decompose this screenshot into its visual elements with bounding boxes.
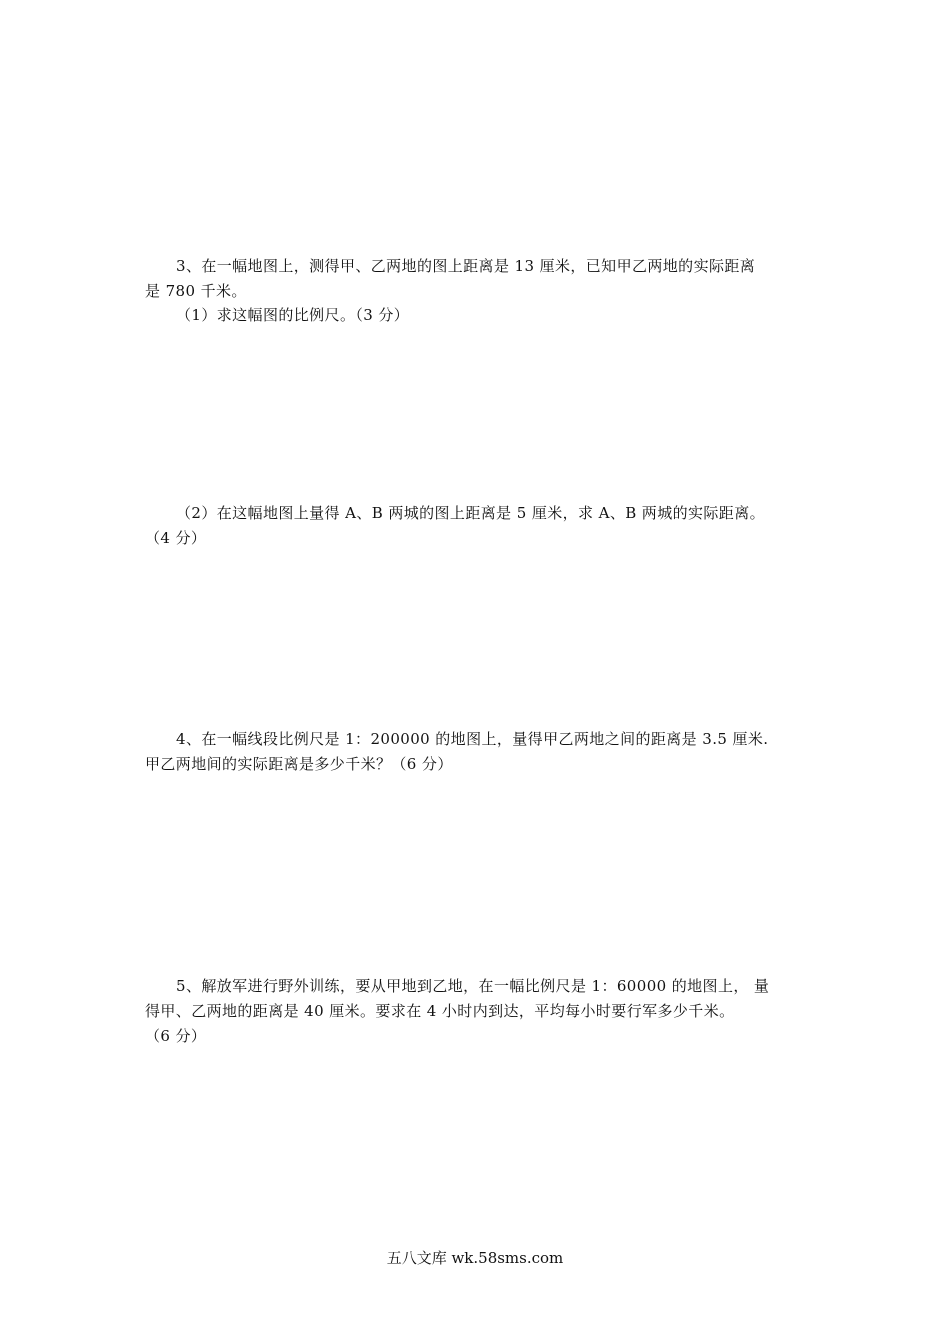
q4-line-2: 甲乙两地间的实际距离是多少千米？（6 分） xyxy=(145,755,453,773)
q5-line-2: 得甲、乙两地的距离是 40 厘米。要求在 4 小时内到达，平均每小时要行军多少千米。 xyxy=(145,1002,735,1020)
q3-sub2-line-1: （2）在这幅地图上量得 A、B 两城的图上距离是 5 厘米，求 A、B 两城的实际距离。 xyxy=(176,504,766,522)
q3-line-1: 3、在一幅地图上，测得甲、乙两地的图上距离是 13 厘米，已知甲乙两地的实际距离 xyxy=(176,257,756,275)
q3-line-2: 是 780 千米。 xyxy=(145,282,247,300)
footer-watermark: 五八文库 wk.58sms.com xyxy=(386,1249,564,1267)
q3-sub2-line-2: （4 分） xyxy=(145,529,207,547)
q4-line-1: 4、在一幅线段比例尺是 1：200000 的地图上，量得甲乙两地之间的距离是 3.5 厘米. xyxy=(176,730,769,748)
q5-line-1: 5、解放军进行野外训练，要从甲地到乙地，在一幅比例尺是 1：60000 的地图上， 量 xyxy=(176,977,770,995)
q3-sub1: （1）求这幅图的比例尺。（3 分） xyxy=(176,306,410,324)
q5-line-3: （6 分） xyxy=(145,1027,207,1045)
